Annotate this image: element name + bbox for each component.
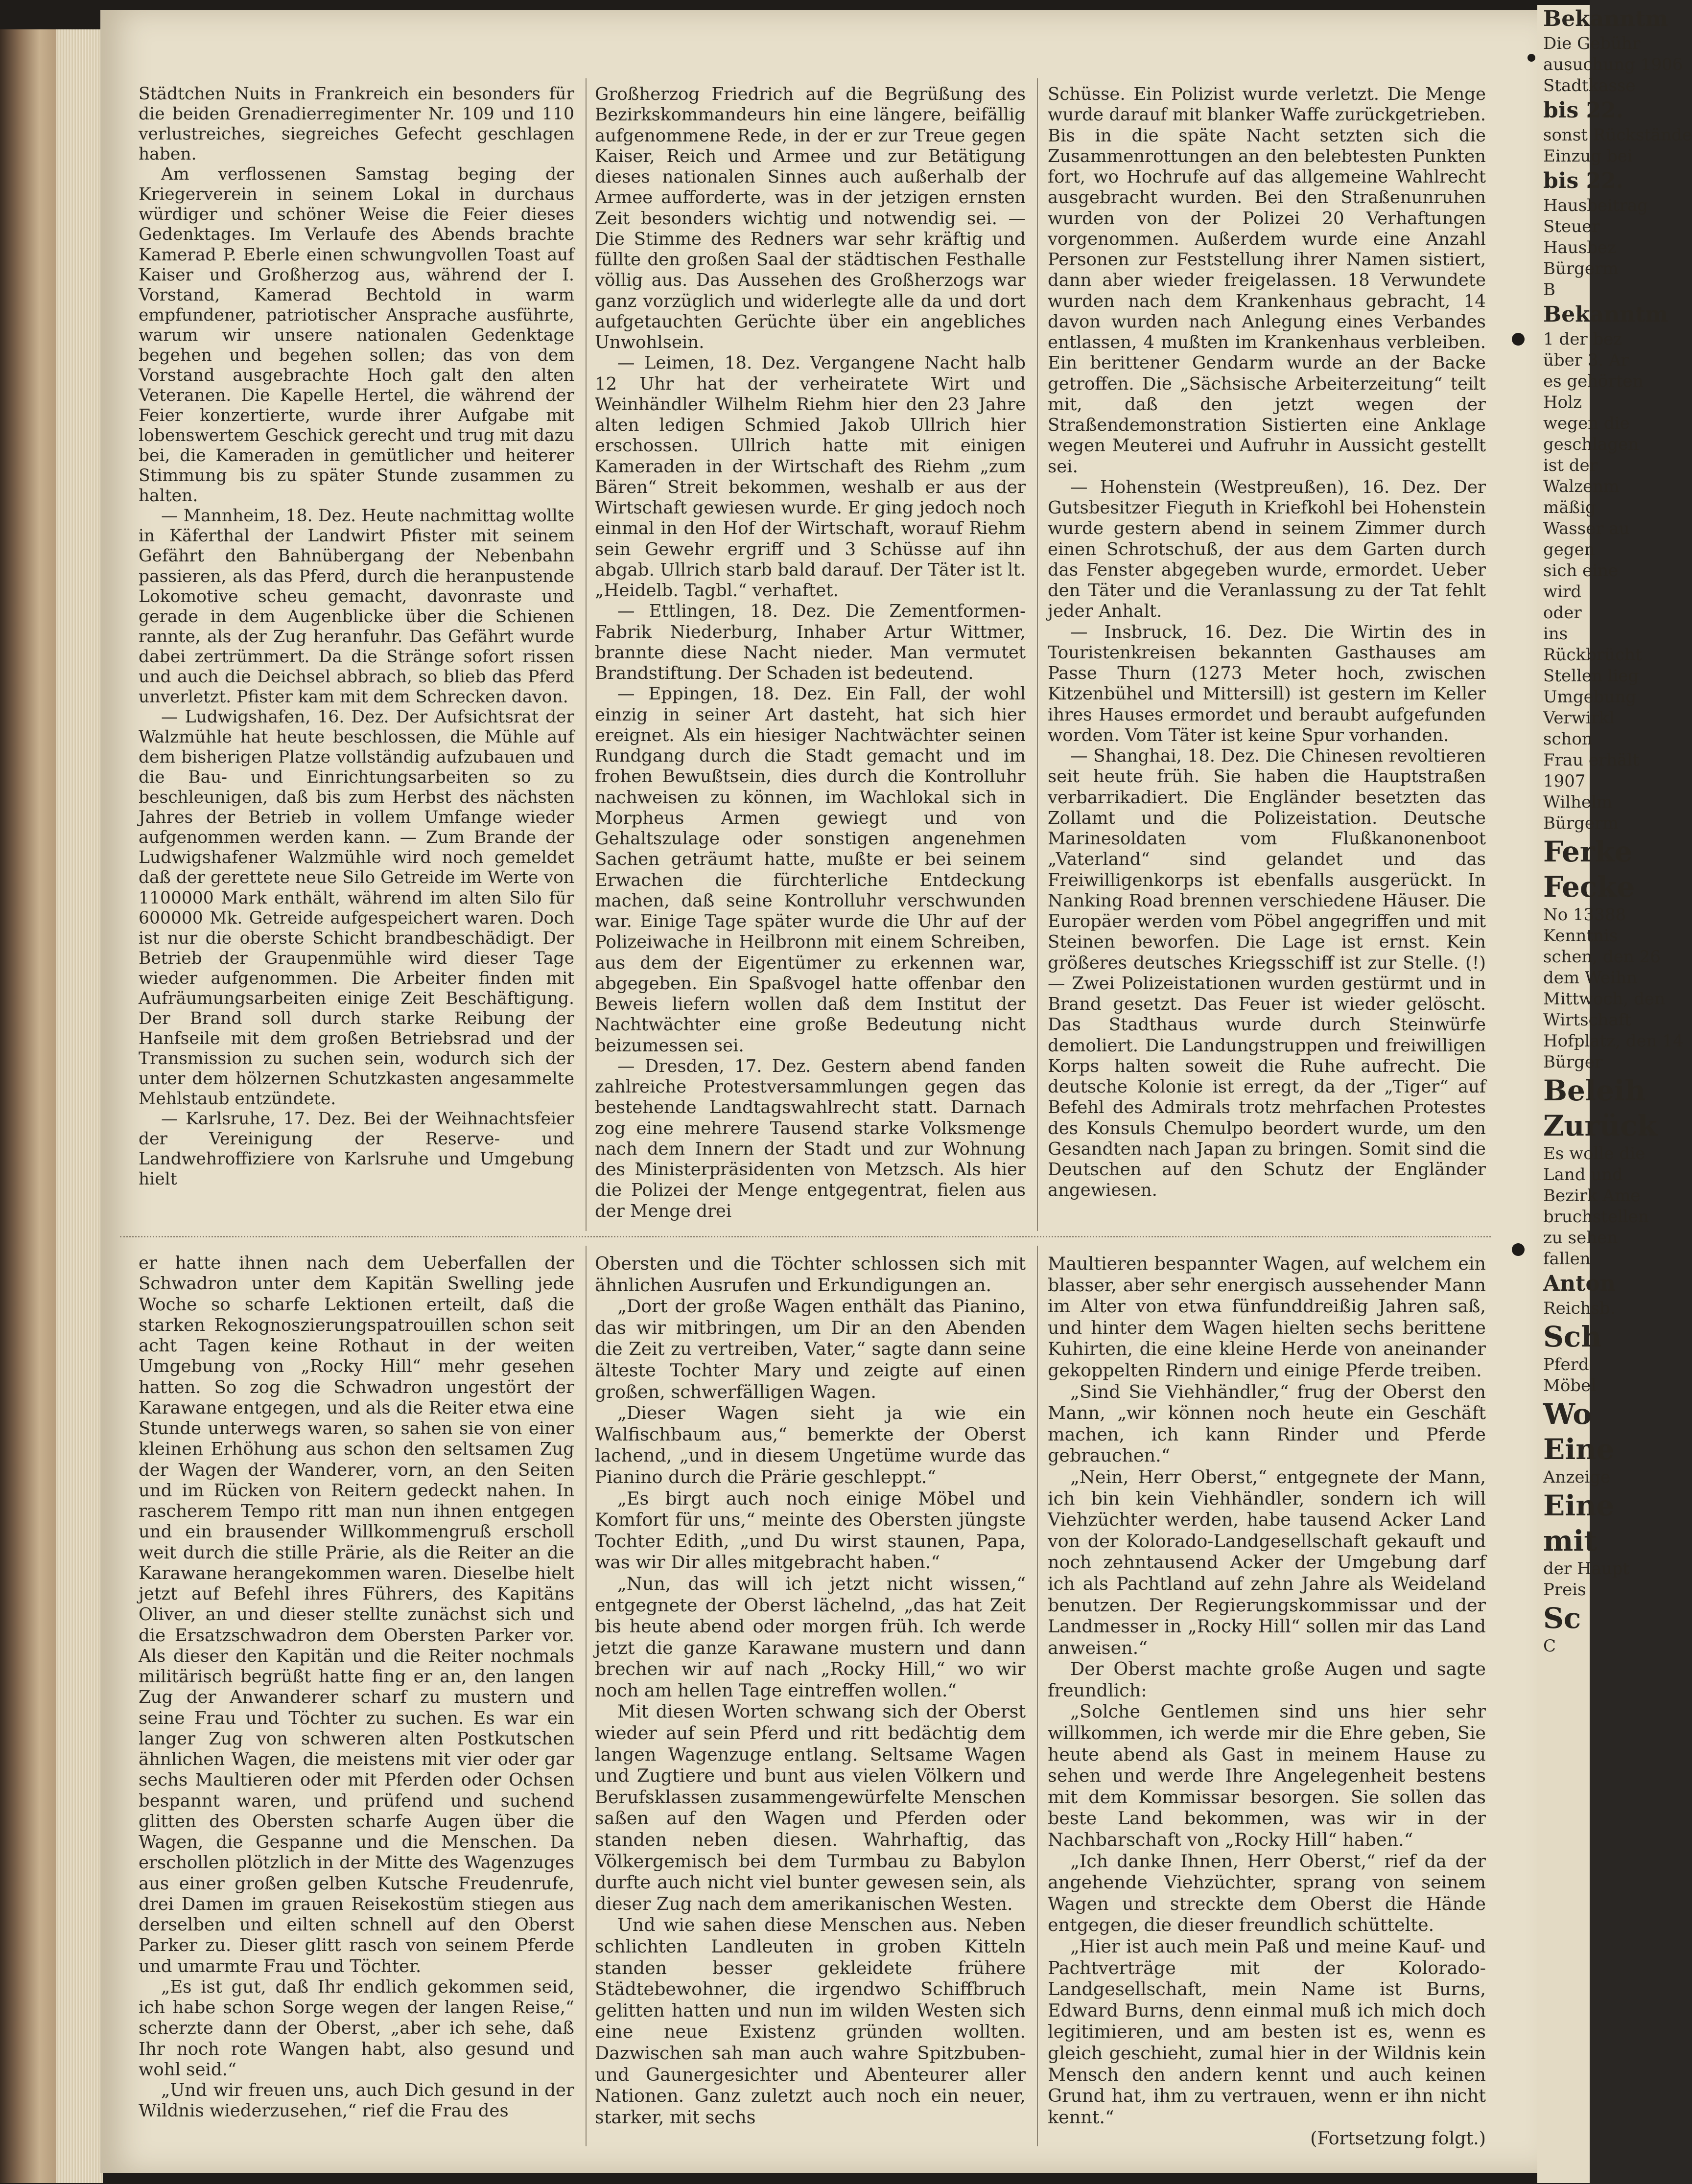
next-page-fragment: Einzug bei: [1543, 146, 1633, 166]
next-page-fragment: Kenntnis: [1543, 926, 1618, 946]
next-page-fragment: Fecke: [1543, 870, 1635, 904]
paragraph: „Hier ist auch mein Paß und meine Kauf- und Pachtverträge mit der Kolorado-Landgesellschaft, mein Name ist Burns, Edward Burns, denn einmal muß ich mich doch legitimieren, und am besten ist es, wenn es gleich geschieht, zumal hier in der Wildnis kein Mensch den andern kennt und auch keinen Grund hat, ihm zu vertrauen, wenn er ihn nicht kennt.“: [1048, 1936, 1486, 2128]
next-page-fragment: Pferd: [1543, 1355, 1589, 1374]
column-rule-bottom-1: [586, 1246, 587, 2146]
paragraph: „Solche Gentlemen sind uns hier sehr willkommen, ich werde mir die Ehre geben, Sie heute abend als Gast in meinem Hause zu sehen und werde Ihre Angelegenheit bestens mit dem Kommissar besorgen. Sie sollen das beste Land bekommen, was wir in der Nachbarschaft von „Rocky Hill“ haben.“: [1048, 1701, 1486, 1851]
next-page-fragment: wegen die: [1543, 414, 1630, 433]
next-page-fragment: wird: [1543, 582, 1581, 602]
paragraph: Und wie sahen diese Menschen aus. Neben schlichten Landleuten in groben Kitteln standen besser gekleidete frühere Städtebewohner, die irgendwo Schiffbruch gelitten hatten und nun im wilden Westen sich eine neue Existenz gründen wollten. Dazwischen sah man auch wahre Spitzbuben- und Gaunergesichter und Abenteurer aller Nationen. Ganz zuletzt auch noch ein neuer, starker, mit sechs: [595, 1914, 1026, 2128]
paragraph: — Ludwigshafen, 16. Dez. Der Aufsichtsrat der Walzmühle hat heute beschlossen, die Mühle auf dem bisherigen Platze vollständig aufzubauen und die Bau- und Einrichtungsarbeiten so zu beschleunigen, daß bis zum Herbst des nächsten Jahres der Betrieb in vollem Umfange wieder aufgenommen werden kann. — Zum Brande der Ludwigshafener Walzmühle wird noch gemeldet daß der gerettete neue Silo Getreide im Werte von 1100000 Mark enthält, während im alten Silo für 600000 Mk. Getreide aufgespeichert waren. Doch ist nur die oberste Schicht brandbeschädigt. Der Betrieb der Graupenmühle wird dieser Tage wieder aufgenommen. Die Arbeiter finden mit Aufräumungsarbeiten einige Zeit Beschäftigung. Der Brand soll durch starke Reibung der Hanfseile mit dem großen Betriebsrad und der Transmission zu suchen sein, wodurch sich der unter dem hölzernen Schutzkasten angesammelte Mehlstaub entzündete.: [139, 707, 574, 1109]
paragraph: Mit diesen Worten schwang sich der Oberst wieder auf sein Pferd und ritt bedächtig dem langen Wagenzuge entlang. Seltsame Wagen und Zugtiere und bunt aus vielen Völkern und Berufsklassen zusammengewürfelte Menschen saßen auf den Wagen und Pferden oder standen neben diesen. Wahrhaftig, das Völkergemisch bei dem Turmbau zu Babylon durfte auch nicht viel bunter gewesen sein, als dieser Zug nach dem amerikanischen Westen.: [595, 1701, 1026, 1914]
paragraph: — Eppingen, 18. Dez. Ein Fall, der wohl einzig in seiner Art dasteht, hat sich hier ereignet. Als ein hiesiger Nachtwächter seinen Rundgang durch die Stadt gemacht und im frohen Bewußtsein, dies durch die Kontrolluhr nachweisen zu können, im Wachlokal sich in Morpheus Armen gewiegt und von Gehaltszulage oder sonstigen angenehmen Sachen geträumt hatte, mußte er bei seinem Erwachen die fürchterliche Entdeckung machen, daß seine Kontrolluhr verschwunden war. Einige Tage später wurde die Uhr auf der Polizeiwache in Heilbronn mit einem Schreiben, aus dem der Eigentümer zu erkennen war, abgegeben. Ein Spaßvogel hatte offenbar den Beweis liefern wollen daß dem Institut der Nachtwächter eine große Bedeutung nicht beizumessen sei.: [595, 684, 1026, 1056]
next-page-fragment: oder: [1543, 603, 1582, 623]
next-page-fragment: Beleih: [1543, 1074, 1646, 1107]
next-page-fragment: sich eine: [1543, 561, 1619, 581]
paragraph: „Nein, Herr Oberst,“ entgegnete der Mann, ich bin kein Viehhändler, sondern ich will Viehzüchter werden, habe tausend Acker Land von der Kolorado-Landgesellschaft gekauft und noch zehntausend Acker der Umgebung darf ich als Pachtland auf zehn Jahre als Weideland benutzen. Der Regierungskommissar und der Landmesser in „Rocky Hill“ sollen mir das Land anweisen.“: [1048, 1466, 1486, 1658]
paragraph: „Ich danke Ihnen, Herr Oberst,“ rief da der angehende Viehzüchter, sprang von seinem Wagen und streckte dem Oberst die Hände entgegen, die dieser freundlich schüttelte.: [1048, 1850, 1486, 1936]
next-page-fragment: B: [1543, 280, 1555, 300]
next-page-fragment: Land und: [1543, 1165, 1623, 1185]
paragraph: — Ettlingen, 18. Dez. Die Zementformen-Fabrik Niederburg, Inhaber Artur Wittmer, brannte diese Nacht nieder. Man vermutet Brandstiftung. Der Schaden ist bedeutend.: [595, 601, 1026, 683]
paragraph: „Dort der große Wagen enthält das Pianino, das wir mitbringen, um Dir an den Abenden die Zeit zu vertreiben, Vater,“ sagte dann seine älteste Tochter Mary und zeigte auf einen großen, schwerfälligen Wagen.: [595, 1296, 1026, 1402]
next-page-fragment: Hofplatz, den 14: [1543, 1031, 1684, 1051]
next-page-fragment: Hausbez: [1543, 238, 1617, 257]
section-divider: [120, 1236, 1491, 1237]
binding-hole: [1512, 333, 1525, 346]
next-page-fragment: fallen: [1543, 1249, 1591, 1269]
next-page-fragment: bis 22.: [1543, 168, 1624, 193]
top-column-1: [139, 84, 574, 1189]
next-page-fragment: Wirtschaft: [1543, 1010, 1632, 1030]
next-page-fragment: Die Gebühr: [1543, 34, 1641, 53]
next-page-fragment: ist der: [1543, 456, 1598, 475]
next-page-fragment: Stellen lieg: [1543, 666, 1639, 686]
paragraph: — Leimen, 18. Dez. Vergangene Nacht halb 12 Uhr hat der verheiratete Wirt und Weinhändler Wilhelm Riehm hier den 23 Jahre alten ledigen Schmied Jakob Ullrich hier erschossen. Ullrich hatte mit einigen Kameraden in der Wirtschaft des Riehm „zum Bären“ Streit bekommen, weshalb er aus der Wirtschaft gewiesen wurde. Er ging jedoch noch einmal in den Hof der Wirtschaft, worauf Riehm sein Gewehr ergriff und 3 Schüsse auf ihn abgab. Ullrich starb bald darauf. Der Täter ist lt. „Heidelb. Tagbl.“ verhaftet.: [595, 353, 1026, 601]
next-page-fragment: Bürgerm: [1543, 813, 1619, 833]
next-page-fragment: Anton: [1543, 1271, 1616, 1296]
paragraph: Am verflossenen Samstag beging der Kriegerverein in seinem Lokal in durchaus würdiger und schöner Weise die Feier dieses Gedenktages. Im Verlaufe des Abends brachte Kamerad P. Eberle einen schwungvollen Toast auf Kaiser und Großherzog aus, während der I. Vorstand, Kamerad Bechtold in warm empfundener, patriotischer Ansprache ausführte, warum wir unsere nationalen Gedenktage begehen und begehen sollen; das von dem Vorstand ausgebrachte Hoch galt den alten Veteranen. Die Kapelle Hertel, die während der Feier konzertierte, wurde ihrer Aufgabe mit lobenswertem Geschick gerecht und trug mit dazu bei, die Kameraden in gemütlicher und heiterer Stimmung bis zu später Stunde zusammen zu halten.: [139, 164, 574, 506]
paragraph: — Dresden, 17. Dez. Gestern abend fanden zahlreiche Protestversammlungen gegen das bestehende Landtagswahlrecht statt. Darnach zog eine mehrere Tausend starke Volksmenge nach dem Innern der Stadt und zur Wohnung des Ministerpräsidenten von Metzsch. Als hier die Polizei der Menge entgegentrat, fielen aus der Menge drei: [595, 1056, 1026, 1221]
next-page-fragment: zu sehen: [1543, 1228, 1618, 1248]
top-column-3: [1048, 84, 1486, 1201]
next-page-fragment: Sc: [1543, 1602, 1581, 1635]
next-page-fragment: 1 der bez: [1543, 329, 1622, 349]
next-page-fragment: sonst Rückstände: [1543, 125, 1692, 145]
bottom-column-3: [1048, 1253, 1486, 2149]
next-page-fragment: der Haupt: [1543, 1559, 1630, 1579]
next-page-fragment: Anzeige: [1543, 1467, 1611, 1487]
book-spine: [0, 29, 56, 2183]
next-page-fragment: über 3. Ar: [1543, 350, 1629, 370]
next-page-fragment: gegen: [1543, 540, 1595, 559]
paragraph: „Es birgt auch noch einige Möbel und Komfort für uns,“ meinte des Obersten jüngste Tochter Edith, „und Du wirst staunen, Papa, was wir Dir alles mitgebracht haben.“: [595, 1487, 1026, 1573]
next-page-fragment: Bürger: [1543, 1052, 1603, 1072]
paragraph: — Mannheim, 18. Dez. Heute nachmittag wollte in Käferthal der Landwirt Pfister mit seinem Gefährt den Bahnübergang der Nebenbahn passieren, als das Pferd, durch die heranpustende Lokomotive scheu gemacht, davonraste und gerade in dem Augenblicke über die Schienen rannte, als der Zug heranfuhr. Das Gefährt wurde dabei zertrümmert. Da die Stränge sofort rissen und auch die Deichsel abbrach, so blieb das Pferd unverletzt. Pfister kam mit dem Schrecken davon.: [139, 506, 574, 707]
next-page-fragment: Hausbeitrag: [1543, 196, 1648, 215]
next-page-fragment: Preis: [1543, 1580, 1586, 1600]
next-page-fragment: Verwirkl: [1543, 708, 1615, 728]
next-page-fragment: Umgebung: [1543, 687, 1637, 707]
next-page-fragment: bruchstellen: [1543, 1207, 1649, 1227]
next-page-fragment: ausuchung 1906: [1543, 55, 1683, 74]
next-page-fragment: C: [1543, 1636, 1556, 1656]
paragraph: Obersten und die Töchter schlossen sich mit ähnlichen Ausrufen und Erkundigungen an.: [595, 1253, 1026, 1296]
next-page-fragment: Frau erhält: [1543, 750, 1639, 770]
next-page-fragment: Walzenm: [1543, 477, 1620, 496]
next-page-fragment: 1907: [1543, 771, 1586, 791]
paragraph: er hatte ihnen nach dem Ueberfallen der Schwadron unter dem Kapitän Swelling jede Woche so scharfe Lektionen erteilt, daß die starken Rekognoszierungspatrouillen schon seit acht Tagen keine Rothaut in der weiten Umgebung von „Rocky Hill“ mehr gesehen hatten. So zog die Schwadron ungestört der Karawane entgegen, und als die Reiter etwa eine Stunde unterwegs waren, so sahen sie von einer kleinen Erhöhung aus schon den seltsamen Zug der Wagen der Wanderer, vorn, an den Seiten und im Rücken von Reitern gedeckt nahen. In rascherem Tempo ritt man nun ihnen entgegen und ein brausender Willkommengruß erscholl weit durch die stille Prärie, als die Reiter an die Karawane herangekommen waren. Dieselbe hielt jetzt auf Befehl ihres Führers, des Kapitäns Oliver, an und dieser stellte zunächst sich und die Ersatzschwadron dem Obersten Parker vor. Als dieser den Kapitän und die Reiter nochmals militärisch begrüßt hatte fing er an, den langen Zug der Anwanderer scharf zu mustern und seine Frau und Töchter zu suchen. Es war ein langer Zug von schweren alten Postkutschen ähnlichen Wagen, die meistens mit vier oder gar sechs Maultieren oder mit Pferden oder Ochsen bespannt waren, und prüfend und suchend glitten des Obersten scharfe Augen über die Wagen, die Gespanne und die Menschen. Da erschollen plötzlich in der Mitte des Wagenzuges aus einer großen gelben Kutsche Freudenrufe, drei Damen im grauen Reisekostüm stiegen aus derselben und eilten schnell auf den Oberst Parker zu. Dieser glitt rasch von seinem Pferde und umarmte Frau und Töchter.: [139, 1253, 574, 1976]
top-column-2: [595, 84, 1026, 1222]
column-rule-top-1: [586, 78, 587, 1231]
paragraph: — Shanghai, 18. Dez. Die Chinesen revoltieren seit heute früh. Sie haben die Hauptstraßen verbarrikadiert. Die Engländer besetzten das Zollamt und die Polizeistation. Deutsche Marinesoldaten vom Flußkanonenboot „Vaterland“ sind gelandet und das Freiwilligenkorps ist ebenfalls ausgerückt. In Nanking Road brennen verschiedene Häuser. Die Europäer werden vom Pöbel angegriffen und mit Steinen beworfen. Die Lage ist ernst. Kein größeres deutsches Kriegsschiff ist zur Stelle. (!) — Zwei Polizeistationen wurden gestürmt und in Brand gesetzt. Das Feuer ist wieder gelöscht. Das Stadthaus wurde durch Steinwürfe demoliert. Die Landungstruppen und freiwilligen Korps halten soweit die Ruhe aufrecht. Die deutsche Kolonie ist erregt, da der „Tiger“ auf Befehl des Admirals trotz mehrfachen Protestes des Konsuls Chemulpo beordert wurde, um den Gesandten nach Japan zu bringen. Somit sind die Deutschen auf den Schutz der Engländer angewiesen.: [1048, 746, 1486, 1201]
column-rule-top-2: [1037, 78, 1038, 1231]
bottom-column-1: [139, 1253, 574, 2122]
next-page-fragment: Bekanntm: [1543, 6, 1668, 31]
next-page-fragment: Wilhelm: [1543, 792, 1613, 812]
next-page-fragment: Zurück: [1543, 1109, 1657, 1142]
next-page-fragment: geschlagen: [1543, 435, 1639, 454]
paragraph: — Karlsruhe, 17. Dez. Bei der Weihnachtsfeier der Vereinigung der Reserve- und Landwehroffiziere von Karlsruhe und Umgebung hielt: [139, 1109, 574, 1189]
next-page-fragment: Steuer: [1543, 217, 1600, 236]
paragraph: Städtchen Nuits in Frankreich ein besonders für die beiden Grenadierregimenter Nr. 109 und 110 verlustreiches, siegreiches Gefecht geschlagen haben.: [139, 84, 574, 164]
paragraph: „Nun, das will ich jetzt nicht wissen,“ entgegnete der Oberst lächelnd, „das hat Zeit bis heute abend oder morgen früh. Ich werde jetzt die ganze Karawane mustern und dann brechen wir auf nach „Rocky Hill,“ wo wir noch am hellen Tage eintreffen wollen.“: [595, 1573, 1026, 1701]
paragraph: (Fortsetzung folgt.): [1310, 2128, 1486, 2149]
next-page-fragment: Ferke: [1543, 835, 1633, 868]
next-page-fragment: Sch: [1543, 1320, 1602, 1353]
paragraph: — Insbruck, 16. Dez. Die Wirtin des in Touristenkreisen bekannten Gasthauses am Passe Thurn (1273 Meter hoch, zwischen Kitzenbühel und Mittersill) ist gestern im Keller ihres Hauses ermordet und beraubt aufgefunden worden. Vom Täter ist keine Spur vorhanden.: [1048, 622, 1486, 745]
next-page-fragment: mit: [1543, 1524, 1598, 1557]
next-page-fragment: Reichsb.: [1543, 1299, 1616, 1318]
next-page-fragment: dem Weihn: [1543, 968, 1637, 988]
next-page-fragment: Mittwoch, den: [1543, 989, 1665, 1009]
next-page-fragment: schon: [1543, 729, 1593, 749]
column-rule-bottom-2: [1037, 1246, 1038, 2146]
next-page-fragment: Rückbrücht: [1543, 645, 1642, 665]
paragraph: „Sind Sie Viehhändler,“ frug der Oberst den Mann, „wir können noch heute ein Geschäft machen, ich kann Rinder und Pferde gebrauchen.“: [1048, 1381, 1486, 1466]
next-page-fragment: ins: [1543, 624, 1568, 644]
page-stack-edge: [56, 29, 103, 2183]
paragraph: Schüsse. Ein Polizist wurde verletzt. Die Menge wurde darauf mit blanker Waffe zurückgetrieben. Bis in die späte Nacht setzten sich die Zusammenrottungen an den belebtesten Punkten fort, wo Hochrufe auf das allgemeine Wahlrecht ausgebracht wurden. Bei den Straßenunruhen wurden von der Polizei 20 Verhaftungen vorgenommen. Außerdem wurde eine Anzahl Personen zur Feststellung ihrer Namen sistiert, dann aber wieder freigelassen. 18 Verwundete wurden nach dem Krankenhaus gebracht, 14 davon wurden nach Anlegung eines Verbandes entlassen, 4 mußten im Krankenhaus verbleiben. Ein berittener Gendarm wurde an der Backe getroffen. Die „Sächsische Arbeiterzeitung“ teilt mit, daß den jetzt wegen der Straßendemonstration Sistierten eine Anklage wegen Meuterei und Aufruhr in Aussicht gestellt sei.: [1048, 84, 1486, 477]
paragraph: Großherzog Friedrich auf die Begrüßung des Bezirkskommandeurs hin eine längere, beifällig aufgenommene Rede, in der er zur Treue gegen Kaiser, Reich und Armee und zur Betätigung dieses nationalen Sinnes auch außerhalb der Armee aufforderte, was in der jetzigen ernsten Zeit besonders wichtig und notwendig sei. — Die Stimme des Redners war sehr kräftig und füllte den großen Saal der städtischen Festhalle völlig aus. Das Aussehen des Großherzogs war ganz vorzüglich und widerlegte alle da und dort aufgetauchten Gerüchte über ein angebliches Unwohlsein.: [595, 84, 1026, 352]
paragraph: „Dieser Wagen sieht ja wie ein Walfischbaum aus,“ bemerkte der Oberst lachend, „und in diesem Ungetüme wurde das Pianino durch die Prärie geschleppt.“: [595, 1402, 1026, 1487]
next-page-fragment: Bezirk Ame: [1543, 1186, 1641, 1206]
binding-hole: [1528, 54, 1535, 62]
next-page-fragment: Eine: [1543, 1433, 1615, 1466]
next-page-fragment: Möbel: [1543, 1376, 1597, 1395]
next-page-fragment: Holz: [1543, 393, 1582, 412]
next-page-fragment: bis 22.: [1543, 98, 1624, 123]
next-page-fragment: Bekanntm: [1543, 302, 1668, 327]
binding-hole: [1512, 1243, 1525, 1256]
paragraph: Der Oberst machte große Augen und sagte freundlich:: [1048, 1658, 1486, 1701]
paragraph: Maultieren bespannter Wagen, auf welchem ein blasser, aber sehr energisch aussehender Mann im Alter von etwa fünfunddreißig Jahren saß, und hinter dem Wagen hielten sechs berittene Kuhirten, die eine kleine Herde von aneinander gekoppelten Rindern und einige Pferde treiben.: [1048, 1253, 1486, 1381]
next-page-edge: [1537, 5, 1692, 2183]
next-page-fragment: Es wolle die: [1543, 1144, 1645, 1163]
paragraph: „Es ist gut, daß Ihr endlich gekommen seid, ich habe schon Sorge wegen der langen Reise,“ scherzte dann der Oberst, „aber ich sehe, daß Ihr noch rote Wangen habt, also gesund und wohl seid.“: [139, 1976, 574, 2080]
next-page-fragment: Wo: [1543, 1397, 1592, 1431]
next-page-fragment: schen, den 26: [1543, 947, 1661, 967]
next-page-fragment: mäßig: [1543, 498, 1596, 517]
next-page-fragment: es gehörten: [1543, 372, 1644, 391]
next-page-fragment: Eine: [1543, 1489, 1615, 1522]
bottom-column-2: [595, 1253, 1026, 2128]
paragraph: — Hohenstein (Westpreußen), 16. Dez. Der Gutsbesitzer Fieguth in Kriefkohl bei Hohenstein wurde gestern abend in seinem Zimmer durch einen Schrotschuß, der aus dem Garten durch das Fenster abgegeben wurde, ermordet. Ueber den Täter und die Veranlassung zu der Tat fehlt jeder Anhalt.: [1048, 477, 1486, 622]
next-page-fragment: Bürgerm: [1543, 259, 1619, 279]
next-page-fragment: No 13388: [1543, 905, 1626, 925]
paragraph: „Und wir freuen uns, auch Dich gesund in der Wildnis wiederzusehen,“ rief die Frau des: [139, 2080, 574, 2121]
next-page-fragment: Stadtkasse: [1543, 76, 1636, 95]
next-page-fragment: Wasser au: [1543, 519, 1630, 538]
